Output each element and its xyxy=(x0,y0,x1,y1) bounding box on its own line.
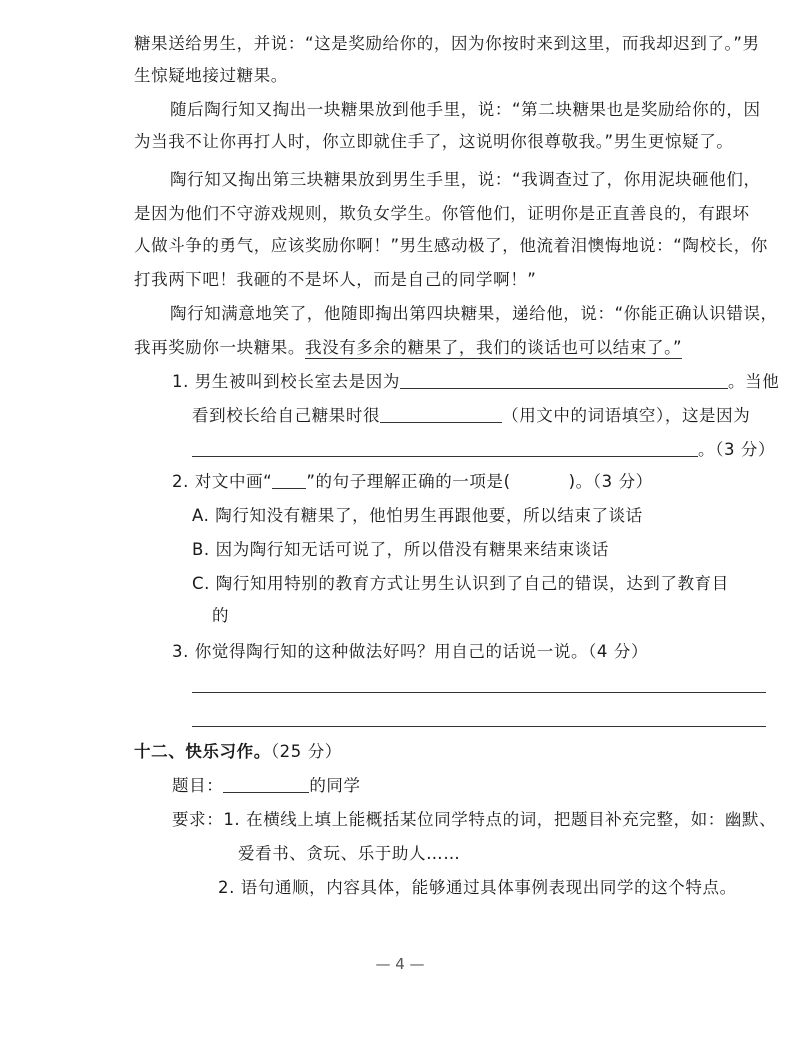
underline-sample xyxy=(272,472,306,489)
passage-line: 为当我不让你再打人时，你立即就住手了，这说明你很尊敬我。”男生更惊疑了。 xyxy=(134,132,734,151)
answer-blank-2[interactable] xyxy=(380,406,502,423)
topic-suffix: 的同学 xyxy=(309,776,361,795)
requirement-1-continued: 爱看书、贪玩、乐于助人…… xyxy=(238,844,461,863)
question-1-text: （用文中的词语填空），这是因为 xyxy=(502,406,751,425)
question-2-points: )。（3 分） xyxy=(568,472,653,491)
answer-line-1[interactable] xyxy=(192,692,766,693)
passage-line: 糖果送给男生，并说：“这是奖励给你的，因为你按时来到这里，而我却迟到了。”男 xyxy=(134,34,760,53)
question-1-text: 。当他 xyxy=(728,372,780,391)
passage-line: 打我两下吧！我砸的不是坏人，而是自己的同学啊！” xyxy=(134,270,537,289)
passage-line: 陶行知又掏出第三块糖果放到男生手里，说：“我调查过了，你用泥块砸他们， xyxy=(170,170,761,189)
question-1-line-2 xyxy=(192,406,750,426)
section-title: 十二、快乐习作。 xyxy=(134,742,271,761)
essay-topic xyxy=(172,776,361,796)
requirements-label: 要求： xyxy=(172,810,224,829)
passage-line: 随后陶行知又掏出一块糖果放到他手里，说：“第二块糖果也是奖励给你的，因 xyxy=(170,100,761,119)
answer-blank-3[interactable] xyxy=(192,440,698,457)
underlined-sentence: 我没有多余的糖果了，我们的谈话也可以结束了。” xyxy=(305,338,683,357)
question-1-line-1 xyxy=(172,372,779,392)
requirement-1 xyxy=(172,810,776,830)
page-number: — 4 — xyxy=(375,955,425,973)
passage-text: 我再奖励你一块糖果。 xyxy=(134,338,305,357)
option-c[interactable]: C. 陶行知用特别的教育方式让男生认识到了自己的错误，达到了教育目 xyxy=(192,574,729,593)
question-1-line-3 xyxy=(192,440,775,460)
answer-blank-1[interactable] xyxy=(400,372,728,389)
question-1-points: 。（3 分） xyxy=(698,440,776,459)
question-1-text: 看到校长给自己糖果时很 xyxy=(192,406,381,425)
option-b[interactable]: B. 因为陶行知无话可说了，所以借没有糖果来结束谈话 xyxy=(192,540,609,559)
question-1-text: 1. 男生被叫到校长室去是因为 xyxy=(172,372,400,391)
answer-line-2[interactable] xyxy=(192,726,766,727)
requirement-text: 1. 在横线上填上能概括某位同学特点的词，把题目补充完整，如：幽默、 xyxy=(223,810,777,829)
question-2-stem xyxy=(172,472,653,492)
topic-label: 题目： xyxy=(172,776,224,795)
section-12-heading xyxy=(134,742,342,762)
requirement-2: 2. 语句通顺，内容具体，能够通过具体事例表现出同学的这个特点。 xyxy=(218,878,737,897)
passage-line xyxy=(134,338,682,358)
option-c-continued: 的 xyxy=(212,606,230,625)
question-3-text: 3. 你觉得陶行知的这种做法好吗？用自己的话说一说。（4 分） xyxy=(172,642,649,661)
question-2-text: ”的句子理解正确的一项是( xyxy=(306,472,511,491)
question-2-text: 2. 对文中画“ xyxy=(172,472,273,491)
passage-line: 生惊疑地接过糖果。 xyxy=(134,66,288,85)
option-a[interactable]: A. 陶行知没有糖果了，他怕男生再跟他要，所以结束了谈话 xyxy=(192,506,643,525)
passage-line: 陶行知满意地笑了，他随即掏出第四块糖果，递给他，说：“你能正确认识错误， xyxy=(170,304,778,323)
passage-line: 人做斗争的勇气，应该奖励你啊！”男生感动极了，他流着泪懊悔地说：“陶校长，你 xyxy=(134,236,768,255)
topic-blank[interactable] xyxy=(223,776,309,793)
section-points: （25 分） xyxy=(270,742,342,761)
passage-line: 是因为他们不守游戏规则，欺负女学生。你管他们，证明你是正直善良的，有跟坏 xyxy=(134,204,750,223)
